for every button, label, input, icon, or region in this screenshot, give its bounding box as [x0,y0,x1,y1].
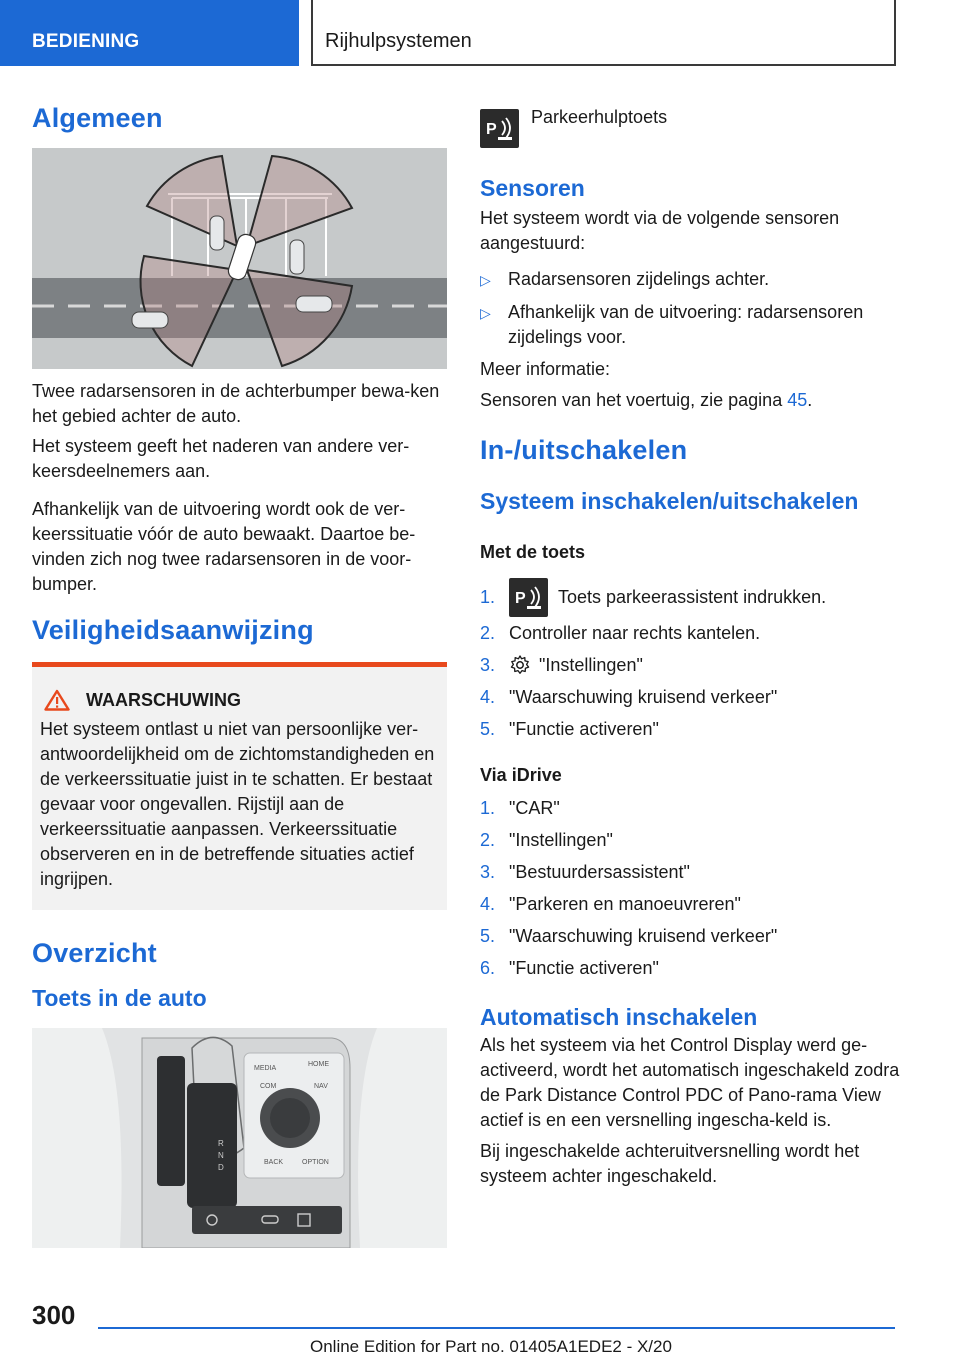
page-number: 300 [32,1300,76,1330]
gear-label-n: N [218,1151,224,1160]
footer-divider [98,1327,895,1329]
list-item [480,300,900,350]
list-item [480,577,900,617]
warning-text: Het systeem ontlast u niet van persoonlijke ver-antwoordelijkheid om de zichtomstandigheden en de verkeerssituatie juist in te schatten. Er bestaat gevaar voor ongevallen. Rijstijl aan de verkeerssituatie aanpassen. Verkeerssituatie observeren en in de betreffende situaties actief ingrijpen. [40,719,435,889]
console-label-home: HOME [308,1061,329,1068]
sensors-intro: Het systeem wordt via de volgende sensoren aangestuurd: [480,208,840,253]
warning-title-row [40,689,439,711]
general-paragraph-1: Twee radarsensoren in de achterbumper bewa-ken het gebied achter de auto. [32,381,440,426]
more-info-end: . [807,390,813,410]
step-number: 3. [480,654,496,675]
general-paragraph-2: Het systeem geeft het naderen van andere ver-keersdeelnemers aan. [32,436,410,481]
auto-paragraph-1: Als het systeem via het Control Display werd ge-activeerd, wordt het automatisch ingeschakeld zodra de Park Distance Control PDC of Pano-rama View actief is en een versnelling ingescha-keld is. [480,1035,900,1130]
sensors-heading: Sensoren [480,175,585,201]
console-label-media: MEDIA [254,1065,277,1072]
sensor-item-text: Afhankelijk van de uitvoering: radarsensoren zijdelings voor. [508,302,864,347]
idrive-heading: Via iDrive [480,765,562,785]
step-number: 1. [480,797,496,818]
list-item [480,824,900,856]
gear-icon [509,654,531,676]
sensor-item-text: Radarsensoren zijdelings achter. [508,269,770,289]
system-onoff-heading: Systeem inschakelen/uitschakelen [480,488,859,514]
more-info-text: Sensoren van het voertuig, zie pagina [480,390,788,410]
console-label-option: OPTION [302,1159,329,1166]
list-item [480,681,900,713]
list-item [480,920,900,952]
list-item [480,856,900,888]
step-text: "Waarschuwing kruisend verkeer" [509,686,778,707]
step-text: Toets parkeerassistent indrukken. [558,586,827,607]
step-text: "Functie activeren" [509,718,659,739]
with-button-steps [480,577,900,745]
svg-text:P: P [486,121,497,138]
step-text: Controller naar rechts kantelen. [509,622,761,643]
auto-on-heading: Automatisch inschakelen [480,1004,758,1030]
step-number: 4. [480,686,496,707]
safety-heading: Veiligheidsaanwijzing [32,615,314,645]
list-item [480,888,900,920]
svg-text:P: P [515,589,526,607]
step-text: "Parkeren en manoeuvreren" [509,893,741,914]
console-diagram [32,1028,447,1248]
step-text: "Waarschuwing kruisend verkeer" [509,925,778,946]
console-label-back: BACK [264,1159,284,1166]
step-number: 2. [480,829,496,850]
step-number: 4. [480,893,496,914]
with-button-heading: Met de toets [480,542,586,562]
step-text: "CAR" [509,797,560,818]
chapter-tab: Rijhulpsystemen [311,0,896,66]
idrive-steps [480,792,900,984]
step-text: "Bestuurdersassistent" [509,861,690,882]
sensors-list [480,267,900,350]
edition-note: Online Edition for Part no. 01405A1EDE2 - X/20 [310,1337,672,1356]
page-header [0,0,960,66]
console-label-com: COM [260,1083,277,1090]
bullet-triangle-icon: ▷ [480,305,491,321]
park-assist-button-icon [480,109,519,148]
page-link[interactable]: 45 [787,390,808,410]
step-number: 3. [480,861,496,882]
step-text: "Instellingen" [539,654,643,675]
step-text: "Instellingen" [509,829,613,850]
step-number: 1. [480,586,496,607]
section-tab: BEDIENING [0,0,299,66]
general-heading: Algemeen [32,103,163,133]
gear-label-d: D [218,1163,224,1172]
console-label-nav: NAV [314,1083,328,1090]
list-item [480,649,900,681]
gear-label-r: R [218,1139,224,1148]
list-item [480,792,900,824]
center-console-illustration [32,1028,447,1248]
radar-coverage-illustration [32,148,447,369]
general-paragraph-3: Afhankelijk van de uitvoering wordt ook de ver-keerssituatie vóór de auto bewaakt. Daartoe be-vinden zich nog twee radarsensoren in de voor-bumper. [32,499,416,594]
step-number: 2. [480,622,496,643]
step-text: "Functie activeren" [509,957,659,978]
bullet-triangle-icon: ▷ [480,272,491,288]
park-assist-button-icon [509,578,548,617]
left-column [32,95,447,1248]
onoff-heading: In-/uitschakelen [480,435,688,465]
more-info-line [480,388,900,413]
button-caption: Parkeerhulptoets [531,107,668,127]
list-item [480,617,900,649]
right-column [480,95,900,1189]
radar-diagram [32,148,447,369]
auto-paragraph-2: Bij ingeschakelde achteruitversnelling wordt het systeem achter ingeschakeld. [480,1141,860,1186]
button-caption-row [480,109,900,148]
button-in-car-heading: Toets in de auto [32,985,207,1011]
warning-triangle-icon [44,689,70,711]
step-number: 5. [480,925,496,946]
warning-box [32,662,447,910]
step-number: 6. [480,957,496,978]
warning-title: WAARSCHUWING [86,689,241,710]
list-item [480,713,900,745]
more-info-label: Meer informatie: [480,359,611,379]
list-item [480,267,900,293]
overview-heading: Overzicht [32,938,157,968]
list-item [480,952,900,984]
step-number: 5. [480,718,496,739]
